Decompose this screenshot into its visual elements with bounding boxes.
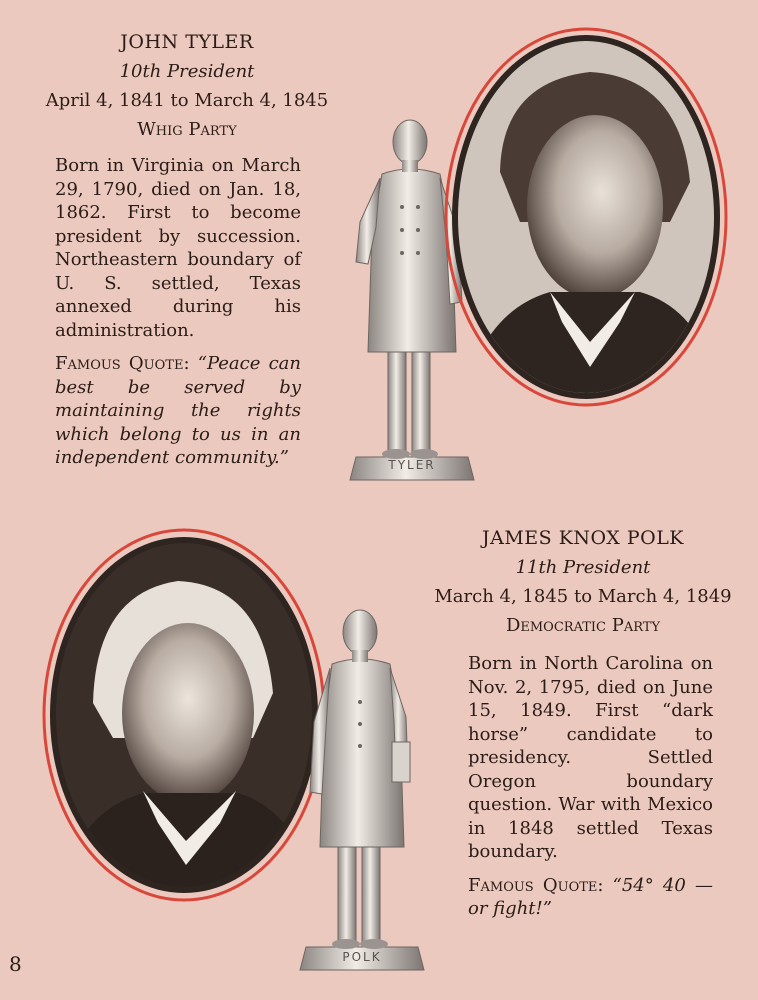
polk-party: Democratic Party	[505, 615, 661, 636]
tyler-statue-label: TYLER	[388, 458, 436, 472]
tyler-header	[28, 28, 346, 144]
tyler-party: Whig Party	[137, 119, 237, 140]
polk-name: JAMES KNOX POLK	[481, 527, 685, 549]
polk-header	[428, 524, 738, 640]
polk-ordinal: 11th President	[515, 557, 651, 578]
tyler-term: April 4, 1841 to March 4, 1845	[45, 90, 329, 111]
tyler-quote-text: “Peace can best be served by maintaining the rights which belong to us in an independent community.”	[55, 353, 301, 468]
polk-portrait	[38, 523, 330, 908]
tyler-bio: Born in Virginia on March 29, 1790, died on Jan. 18, 1862. First to become president by succession. Northeastern boundary of U. S. settled, Texas annexed during his administration.	[55, 155, 301, 341]
tyler-text	[55, 154, 301, 470]
polk-statue-label: POLK	[342, 950, 382, 964]
polk-quote-text: “54° 40 — or fight!”	[468, 874, 713, 919]
polk-text	[468, 652, 713, 921]
tyler-quote	[55, 352, 301, 470]
tyler-name: JOHN TYLER	[120, 31, 254, 53]
tyler-ordinal: 10th President	[119, 61, 255, 82]
polk-quote-label: Famous Quote:	[468, 874, 604, 896]
polk-quote	[468, 874, 713, 921]
polk-term: March 4, 1845 to March 4, 1849	[434, 586, 732, 607]
tyler-quote-label: Famous Quote:	[55, 353, 190, 374]
page-number: 8	[9, 952, 22, 976]
tyler-portrait	[440, 22, 732, 412]
polk-bio: Born in North Carolina on Nov. 2, 1795, died on June 15, 1849. First “dark horse” candidate to presidency. Settled Oregon boundary question. War with Mexico in 1848 settled Texas boundary.	[468, 653, 713, 862]
polk-statue-image	[296, 602, 428, 974]
